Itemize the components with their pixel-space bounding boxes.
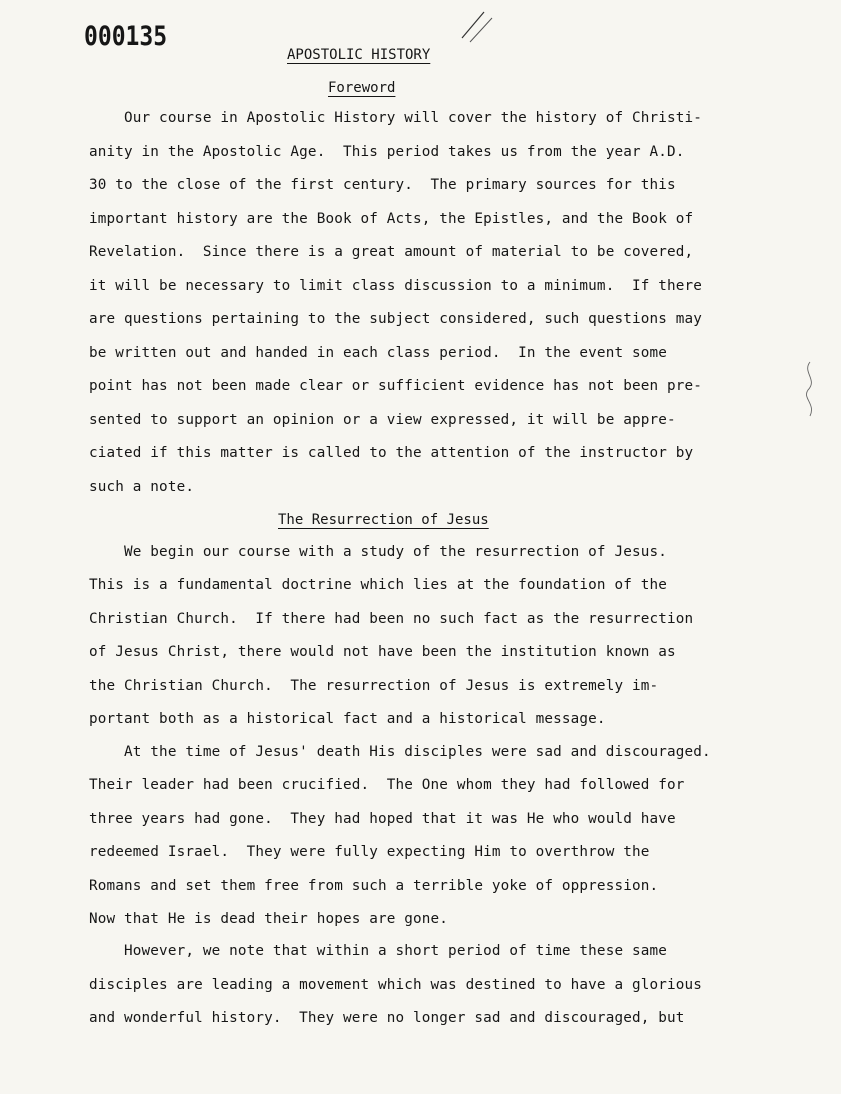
body-line: Our course in Apostolic History will cover the history of Christi-: [89, 110, 703, 126]
body-line: ciated if this matter is called to the attention of the instructor by: [89, 445, 694, 461]
body-line: three years had gone. They had hoped that it was He who would have: [89, 811, 676, 827]
margin-mark-icon: [800, 360, 820, 420]
body-line: such a note.: [89, 479, 195, 495]
body-line: disciples are leading a movement which was destined to have a glorious: [89, 977, 703, 993]
body-line: are questions pertaining to the subject considered, such questions may: [89, 311, 703, 327]
body-line: We begin our course with a study of the resurrection of Jesus.: [89, 544, 667, 560]
body-line: Now that He is dead their hopes are gone.: [89, 911, 449, 927]
body-line: of Jesus Christ, there would not have been the institution known as: [89, 644, 676, 660]
body-line: the Christian Church. The resurrection of Jesus is extremely im-: [89, 678, 659, 694]
body-line: important history are the Book of Acts, the Epistles, and the Book of: [89, 211, 694, 227]
body-line: At the time of Jesus' death His disciples were sad and discouraged.: [89, 744, 711, 760]
body-line: 30 to the close of the first century. The primary sources for this: [89, 177, 676, 193]
document-title: APOSTOLIC HISTORY: [287, 47, 431, 63]
body-line: However, we note that within a short period of time these same: [89, 943, 667, 959]
body-line: redeemed Israel. They were fully expecting Him to overthrow the: [89, 844, 650, 860]
body-line: it will be necessary to limit class discussion to a minimum. If there: [89, 278, 703, 294]
body-line: anity in the Apostolic Age. This period takes us from the year A.D.: [89, 144, 685, 160]
pencil-mark-icon: [458, 8, 498, 48]
body-line: This is a fundamental doctrine which lies at the foundation of the: [89, 577, 667, 593]
body-line: Christian Church. If there had been no such fact as the resurrection: [89, 611, 694, 627]
page-number: 000135: [84, 22, 168, 52]
body-line: point has not been made clear or sufficient evidence has not been pre-: [89, 378, 703, 394]
foreword-heading: Foreword: [328, 80, 396, 96]
body-line: Romans and set them free from such a terrible yoke of oppression.: [89, 878, 659, 894]
body-line: sented to support an opinion or a view expressed, it will be appre-: [89, 412, 676, 428]
body-line: be written out and handed in each class period. In the event some: [89, 345, 667, 361]
body-line: Their leader had been crucified. The One whom they had followed for: [89, 777, 685, 793]
body-line: Revelation. Since there is a great amount of material to be covered,: [89, 244, 694, 260]
body-line: portant both as a historical fact and a historical message.: [89, 711, 606, 727]
section-heading: The Resurrection of Jesus: [278, 512, 489, 528]
body-line: and wonderful history. They were no longer sad and discouraged, but: [89, 1010, 685, 1026]
